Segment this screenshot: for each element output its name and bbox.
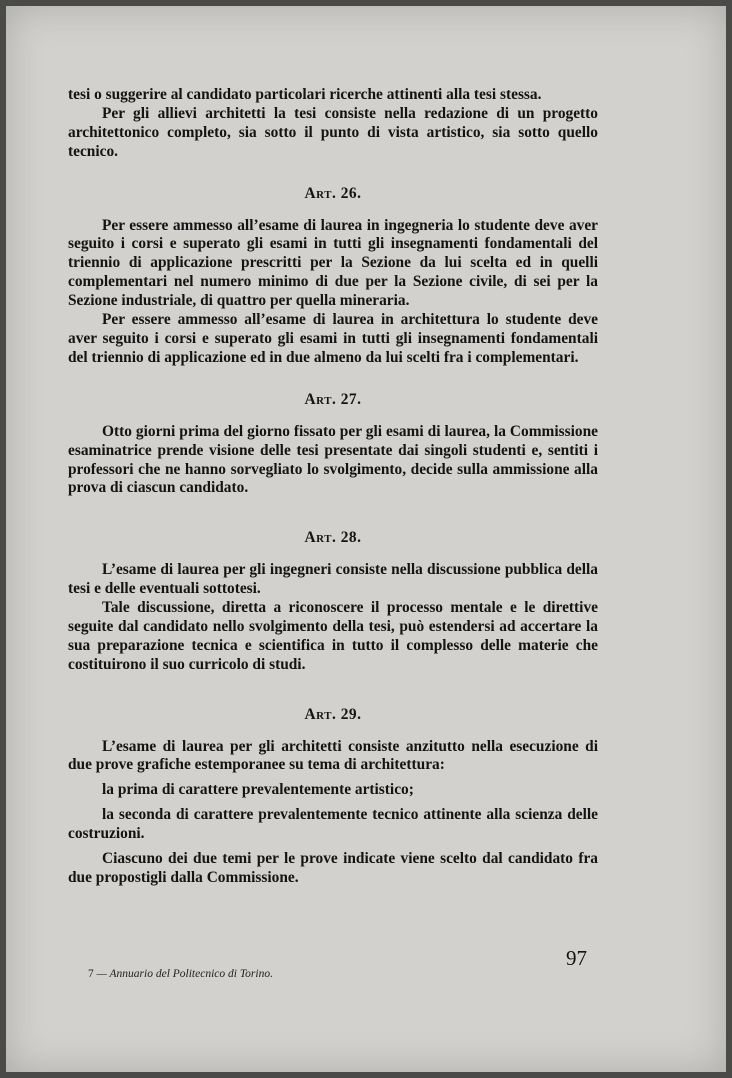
document-page: [6, 6, 726, 1072]
article-heading: Art. 26.: [304, 184, 362, 202]
footer-title: — Annuario del Politecnico di Torino.: [96, 968, 273, 980]
paragraph: Per essere ammesso all’esame di laurea in ingegneria lo studente deve aver seguito i corsi e superato gli esami in tutti gli insegnamenti fondamentali del triennio di applicazione prescritti per la Sezione da lui scelta ed in quelli complementari nel numero minimo di due per la Sezione civile, di sei per la Sezione industriale, di quattro per quella mineraria.: [68, 216, 598, 310]
article-heading: Art. 29.: [304, 705, 362, 723]
body-text: [68, 86, 598, 888]
paragraph: la prima di carattere prevalentemente artistico;: [102, 781, 414, 799]
article-heading: Art. 28.: [304, 529, 362, 547]
paragraph: Tale discussione, diretta a riconoscere il processo mentale e le direttive seguite dal candidato nello svolgimento della tesi, può estendersi ad accertare la sua preparazione tecnica e scientifica in tutto il complesso delle materie che costituirono il suo curricolo di studi.: [68, 599, 598, 673]
paragraph: L’esame di laurea per gli ingegneri consiste nella discussione pubblica della tesi e delle eventuali sottotesi.: [68, 561, 598, 598]
footer-signature-number: 7: [88, 968, 94, 980]
paragraph: L’esame di laurea per gli architetti consiste anzitutto nella esecuzione di due prove grafiche estemporanee su tema di architettura:: [68, 737, 598, 774]
paragraph: la seconda di carattere prevalentemente tecnico attinente alla scienza delle costruzioni.: [68, 806, 598, 843]
footer: [88, 968, 273, 980]
article-heading: Art. 27.: [304, 390, 362, 408]
paragraph: Otto giorni prima del giorno fissato per gli esami di laurea, la Commissione esaminatrice prende visione delle tesi presentate dai singoli studenti e, sentiti i professori che ne hanno sorvegliato lo svolgimento, decide sulla ammissione alla prova di ciascun candidato.: [68, 422, 598, 497]
paragraph: Per essere ammesso all’esame di laurea in architettura lo studente deve aver seguito i corsi e superato gli esami in tutti gli insegnamenti fondamentali del triennio di applicazione ed in due almeno da lui scelti fra i complementari.: [68, 311, 598, 366]
paragraph: tesi o suggerire al candidato particolari ricerche attinenti alla tesi stessa.: [68, 86, 542, 103]
page-number: 97: [566, 946, 587, 970]
paragraph: Ciascuno dei due temi per le prove indicate viene scelto dal candidato fra due propostigli dalla Commissione.: [68, 850, 598, 886]
paragraph: Per gli allievi architetti la tesi consiste nella redazione di un progetto architettonico completo, sia sotto il punto di vista artistico, sia sotto quello tecnico.: [68, 104, 598, 160]
